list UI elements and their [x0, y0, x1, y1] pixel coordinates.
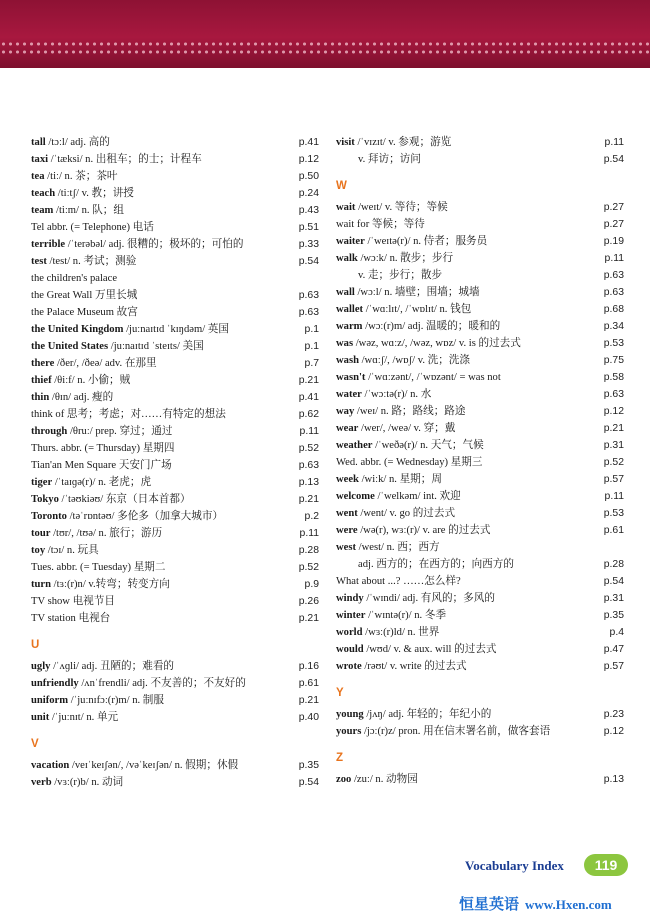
entry-text: tour /tʊr/, /tʊə/ n. 旅行；游历 [31, 528, 163, 539]
banner-dot-pattern [0, 40, 650, 56]
index-entry [31, 658, 319, 675]
entry-page-ref: p.31 [603, 440, 624, 451]
entry-page-ref: p.35 [298, 760, 319, 771]
index-entry [336, 284, 624, 301]
entry-page-ref: p.7 [304, 358, 319, 369]
entry-page-ref: p.51 [298, 222, 319, 233]
entry-text: was /wəz, wɑːz/, /wəz, wɒz/ v. is 的过去式 [336, 338, 521, 349]
watermark [459, 893, 639, 914]
entry-text: wash /wɑːʃ/, /wɒʃ/ v. 洗；洗涤 [336, 355, 470, 366]
entry-page-ref: p.53 [603, 338, 624, 349]
index-entry [336, 607, 624, 624]
index-entry [31, 219, 319, 236]
index-entry [336, 590, 624, 607]
entry-text: way /weɪ/ n. 路；路线；路途 [336, 406, 466, 417]
entry-page-ref: p.63 [603, 287, 624, 298]
index-entry [336, 403, 624, 420]
index-entry [336, 573, 624, 590]
entry-text: warm /wɔː(r)m/ adj. 温暖的；暖和的 [336, 321, 501, 332]
entry-page-ref: p.52 [298, 562, 319, 573]
entry-text: team /tiːm/ n. 队；组 [31, 205, 124, 216]
index-entry [336, 522, 624, 539]
index-entry [31, 355, 319, 372]
footer-title: Vocabulary Index [465, 858, 564, 873]
entry-text: tiger /ˈtaɪɡə(r)/ n. 老虎；虎 [31, 477, 152, 488]
entry-text: v. 拜访；访问 [358, 154, 421, 165]
entry-text: terrible /ˈterəbəl/ adj. 很糟的；极坏的；可怕的 [31, 239, 244, 250]
section-letter: V [31, 738, 39, 750]
index-entry [31, 236, 319, 253]
entry-text: zoo /zuː/ n. 动物园 [336, 774, 418, 785]
entry-page-ref: p.63 [298, 307, 319, 318]
entry-text: TV show 电视节目 [31, 596, 115, 607]
entry-text: wall /wɔːl/ n. 墙壁；围墙；城墙 [336, 287, 480, 298]
index-entry [336, 318, 624, 335]
index-entry [31, 134, 319, 151]
entry-page-ref: p.43 [298, 205, 319, 216]
index-entry [336, 624, 624, 641]
entry-page-ref: p.54 [298, 777, 319, 788]
index-entry [31, 559, 319, 576]
entry-page-ref: p.21 [298, 375, 319, 386]
entry-page-ref: p.1 [304, 341, 319, 352]
index-entry [336, 556, 624, 573]
index-entry [31, 440, 319, 457]
entry-page-ref: p.62 [298, 409, 319, 420]
index-entry [336, 369, 624, 386]
entry-text: tall /tɔːl/ adj. 高的 [31, 137, 110, 148]
entry-text: toy /tɔɪ/ n. 玩具 [31, 545, 99, 556]
index-entry [31, 593, 319, 610]
index-entry [336, 216, 624, 233]
index-entry [31, 168, 319, 185]
index-entry [336, 352, 624, 369]
entry-page-ref: p.57 [603, 474, 624, 485]
index-entry [31, 491, 319, 508]
entry-page-ref: p.68 [603, 304, 624, 315]
index-entry [31, 542, 319, 559]
index-entry [336, 658, 624, 675]
entry-text: Tel abbr. (= Telephone) 电话 [31, 222, 154, 233]
entry-text: teach /tiːtʃ/ v. 教；讲授 [31, 188, 134, 199]
index-entry [31, 457, 319, 474]
entry-page-ref: p.28 [603, 559, 624, 570]
index-entry [336, 471, 624, 488]
entry-page-ref: p.54 [603, 154, 624, 165]
entry-text: turn /tɜː(r)n/ v.转弯；转变方向 [31, 579, 170, 590]
entry-text: TV station 电视台 [31, 613, 111, 624]
entry-text: test /test/ n. 考试；测验 [31, 256, 137, 267]
index-entry [336, 488, 624, 505]
entry-text: were /wə(r), wɜː(r)/ v. are 的过去式 [336, 525, 491, 536]
entry-text: vacation /veɪˈkeɪʃən/, /vəˈkeɪʃən/ n. 假期；休假 [31, 760, 239, 771]
entry-page-ref: p.57 [603, 661, 624, 672]
entry-page-ref: p.41 [298, 137, 319, 148]
index-entry [31, 338, 319, 355]
entry-text: the Palace Museum 故宫 [31, 307, 138, 318]
entry-page-ref: p.21 [298, 695, 319, 706]
index-entry [31, 675, 319, 692]
index-entry [336, 199, 624, 216]
entry-page-ref: p.21 [298, 494, 319, 505]
index-entry [31, 525, 319, 542]
entry-page-ref: p.53 [603, 508, 624, 519]
entry-text: west /west/ n. 西；西方 [336, 542, 440, 553]
entry-page-ref: p.28 [298, 545, 319, 556]
entry-text: wasn't /ˈwɑːzənt/, /ˈwɒzənt/ = was not [336, 372, 501, 383]
entry-text: world /wɜː(r)ld/ n. 世界 [336, 627, 440, 638]
index-entry [336, 250, 624, 267]
entry-text: wait for 等候；等待 [336, 219, 425, 230]
section-letter: Y [336, 687, 344, 699]
entry-page-ref: p.16 [298, 661, 319, 672]
entry-page-ref: p.27 [603, 219, 624, 230]
entry-text: yours /jɔː(r)z/ pron. 用在信末署名前，做客套语 [336, 726, 551, 737]
entry-text: uniform /ˈjuːnɪfɔː(r)m/ n. 制服 [31, 695, 164, 706]
entry-text: through /θruː/ prep. 穿过；通过 [31, 426, 173, 437]
index-entry [31, 406, 319, 423]
index-entry [336, 134, 624, 151]
entry-text: Thurs. abbr. (= Thursday) 星期四 [31, 443, 175, 454]
index-entry [336, 723, 624, 740]
index-entry [336, 437, 624, 454]
page-number-badge: 119 [584, 854, 628, 876]
section-letter: Z [336, 752, 344, 764]
entry-page-ref: p.11 [299, 426, 319, 437]
entry-page-ref: p.2 [304, 511, 319, 522]
entry-page-ref: p.11 [604, 253, 624, 264]
index-entry [336, 386, 624, 403]
entry-page-ref: p.54 [298, 256, 319, 267]
entry-text: Tian'an Men Square 天安门广场 [31, 460, 172, 471]
entry-page-ref: p.9 [304, 579, 319, 590]
entry-page-ref: p.41 [298, 392, 319, 403]
entry-text: think of 思考；考虑；对……有特定的想法 [31, 409, 226, 420]
entry-page-ref: p.11 [299, 528, 319, 539]
entry-page-ref: p.4 [609, 627, 624, 638]
entry-text: young /jʌŋ/ adj. 年轻的；年纪小的 [336, 709, 492, 720]
index-entry [31, 202, 319, 219]
entry-page-ref: p.11 [604, 491, 624, 502]
index-entry [31, 270, 319, 287]
entry-text: taxi /ˈtæksi/ n. 出租车；的士；计程车 [31, 154, 202, 165]
entry-page-ref: p.26 [298, 596, 319, 607]
entry-text: ugly /ˈʌɡli/ adj. 丑陋的；难看的 [31, 661, 175, 672]
entry-page-ref: p.63 [298, 290, 319, 301]
entry-page-ref: p.63 [298, 460, 319, 471]
entry-text: the United States /juːnaɪtɪd ˈsteɪts/ 美国 [31, 341, 204, 352]
entry-text: What about ...? ……怎么样? [336, 576, 461, 587]
entry-text: walk /wɔːk/ n. 散步；步行 [336, 253, 454, 264]
index-entry [31, 287, 319, 304]
index-entry [31, 692, 319, 709]
index-entry [31, 576, 319, 593]
entry-text: v. 走；步行；散步 [358, 270, 443, 281]
index-entry [336, 335, 624, 352]
entry-text: wait /weɪt/ v. 等待；等候 [336, 202, 448, 213]
entry-page-ref: p.54 [603, 576, 624, 587]
index-entry [31, 151, 319, 168]
entry-text: the children's palace [31, 273, 118, 284]
index-entry [336, 539, 624, 556]
entry-page-ref: p.63 [603, 389, 624, 400]
index-entry [336, 771, 624, 788]
index-entry [31, 774, 319, 791]
entry-text: verb /vɜː(r)b/ n. 动词 [31, 777, 124, 788]
entry-text: wallet /ˈwɑːlɪt/, /ˈwɒlɪt/ n. 钱包 [336, 304, 472, 315]
entry-text: there /ðer/, /ðeə/ adv. 在那里 [31, 358, 157, 369]
entry-page-ref: p.19 [603, 236, 624, 247]
section-letter: W [336, 180, 347, 192]
entry-text: visit /ˈvɪzɪt/ v. 参观；游览 [336, 137, 452, 148]
entry-page-ref: p.75 [603, 355, 624, 366]
entry-page-ref: p.23 [603, 709, 624, 720]
entry-text: thief /θiːf/ n. 小偷；贼 [31, 375, 131, 386]
entry-text: water /ˈwɔːtə(r)/ n. 水 [336, 389, 432, 400]
entry-page-ref: p.47 [603, 644, 624, 655]
entry-page-ref: p.58 [603, 372, 624, 383]
entry-text: the Great Wall 万里长城 [31, 290, 138, 301]
index-entry [336, 233, 624, 250]
entry-page-ref: p.12 [603, 726, 624, 737]
index-column-right [336, 134, 624, 788]
entry-text: Toronto /təˈrɒntəʊ/ 多伦多（加拿大城市） [31, 511, 224, 522]
entry-page-ref: p.24 [298, 188, 319, 199]
index-entry [31, 757, 319, 774]
index-entry [31, 709, 319, 726]
entry-text: winter /ˈwɪntə(r)/ n. 冬季 [336, 610, 447, 621]
entry-page-ref: p.35 [603, 610, 624, 621]
header-banner [0, 0, 650, 68]
entry-text: Tokyo /ˈtəʊkiəʊ/ 东京（日本首都） [31, 494, 191, 505]
entry-page-ref: p.11 [604, 137, 624, 148]
entry-page-ref: p.21 [603, 423, 624, 434]
entry-text: Wed. abbr. (= Wednesday) 星期三 [336, 457, 483, 468]
entry-page-ref: p.13 [298, 477, 319, 488]
index-entry [31, 185, 319, 202]
entry-page-ref: p.52 [603, 457, 624, 468]
entry-page-ref: p.52 [298, 443, 319, 454]
index-entry [31, 610, 319, 627]
entry-text: waiter /ˈweɪtə(r)/ n. 侍者；服务员 [336, 236, 488, 247]
index-entry [336, 641, 624, 658]
index-entry [336, 454, 624, 471]
entry-text: tea /tiː/ n. 茶；茶叶 [31, 171, 118, 182]
index-entry [31, 372, 319, 389]
entry-text: week /wiːk/ n. 星期；周 [336, 474, 442, 485]
entry-text: adj. 西方的；在西方的；向西方的 [358, 559, 514, 570]
entry-page-ref: p.12 [603, 406, 624, 417]
entry-text: welcome /ˈwelkəm/ int. 欢迎 [336, 491, 461, 502]
entry-page-ref: p.31 [603, 593, 624, 604]
entry-page-ref: p.21 [298, 613, 319, 624]
index-entry [31, 321, 319, 338]
entry-page-ref: p.50 [298, 171, 319, 182]
entry-text: would /wʊd/ v. & aux. will 的过去式 [336, 644, 497, 655]
entry-text: thin /θɪn/ adj. 瘦的 [31, 392, 114, 403]
entry-page-ref: p.27 [603, 202, 624, 213]
entry-page-ref: p.13 [603, 774, 624, 785]
entry-text: the United Kingdom /juːnaɪtɪd ˈkɪŋdəm/ 英国 [31, 324, 229, 335]
entry-page-ref: p.12 [298, 154, 319, 165]
entry-text: unfriendly /ʌnˈfrendli/ adj. 不友善的；不友好的 [31, 678, 246, 689]
watermark-url: www.Hxen.com [525, 897, 612, 912]
index-entry [336, 420, 624, 437]
index-entry [336, 267, 624, 284]
entry-text: weather /ˈweðə(r)/ n. 天气；气候 [336, 440, 484, 451]
entry-page-ref: p.40 [298, 712, 319, 723]
index-entry [31, 389, 319, 406]
index-entry [336, 706, 624, 723]
entry-text: unit /ˈjuːnɪt/ n. 单元 [31, 712, 119, 723]
entry-text: windy /ˈwɪndi/ adj. 有风的；多风的 [336, 593, 495, 604]
entry-text: wrote /rəʊt/ v. write 的过去式 [336, 661, 467, 672]
entry-page-ref: p.1 [304, 324, 319, 335]
index-entry [31, 253, 319, 270]
index-entry [336, 151, 624, 168]
entry-page-ref: p.63 [603, 270, 624, 281]
index-column-left [31, 134, 319, 791]
index-entry [31, 474, 319, 491]
index-entry [336, 301, 624, 318]
entry-page-ref: p.33 [298, 239, 319, 250]
index-entry [31, 508, 319, 525]
entry-page-ref: p.34 [603, 321, 624, 332]
entry-text: went /went/ v. go 的过去式 [336, 508, 456, 519]
index-entry [31, 304, 319, 321]
entry-text: wear /wer/, /weə/ v. 穿；戴 [336, 423, 456, 434]
entry-text: Tues. abbr. (= Tuesday) 星期二 [31, 562, 166, 573]
index-entry [336, 505, 624, 522]
entry-page-ref: p.61 [603, 525, 624, 536]
index-entry [31, 423, 319, 440]
entry-page-ref: p.61 [298, 678, 319, 689]
watermark-chinese: 恒星英语 [459, 896, 520, 913]
section-letter: U [31, 639, 40, 651]
